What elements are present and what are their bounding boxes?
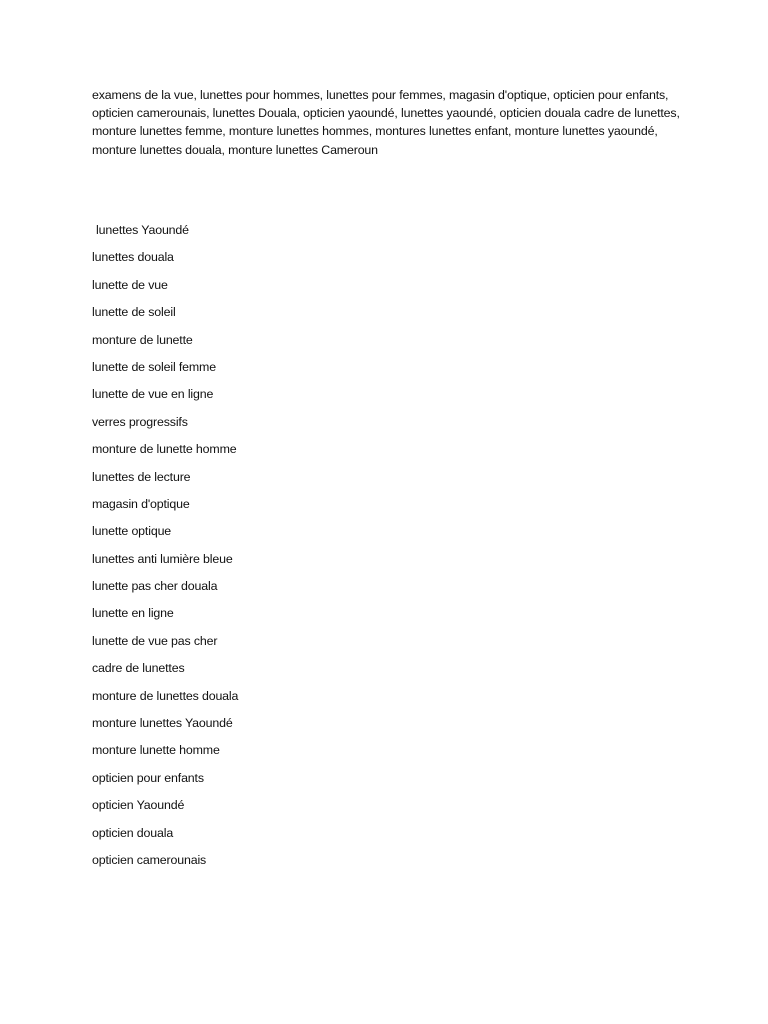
keyword-item: lunette de vue en ligne (92, 387, 214, 402)
keyword-item: lunette de soleil femme (92, 359, 216, 374)
keyword-item: monture lunette homme (92, 743, 220, 758)
keyword-item: lunettes anti lumière bleue (92, 551, 233, 566)
keyword-list (92, 222, 238, 879)
keyword-item: magasin d'optique (92, 496, 190, 511)
keyword-item: lunettes Yaoundé (96, 223, 189, 237)
keyword-item: lunette de soleil (92, 305, 176, 320)
keyword-item: lunette pas cher douala (92, 579, 218, 594)
keyword-item: opticien pour enfants (92, 770, 204, 785)
keyword-item: lunette en ligne (92, 606, 174, 621)
keyword-item: monture de lunette homme (92, 442, 237, 457)
keyword-item: monture de lunette (92, 332, 193, 347)
keyword-item: lunette de vue pas cher (92, 633, 218, 648)
keyword-item: monture de lunettes douala (92, 688, 239, 703)
keyword-item: lunettes de lecture (92, 469, 191, 484)
keyword-item: lunette de vue (92, 277, 168, 292)
keyword-item: opticien Yaoundé (92, 798, 185, 813)
keyword-item: opticien camerounais (92, 852, 207, 867)
intro-paragraph: examens de la vue, lunettes pour hommes, lunettes pour femmes, magasin d'optique, opticien pour enfants, opticien camerounais, lunettes Douala, opticien yaoundé, lunettes yaoundé, opticien douala cadre de lunettes, monture lunettes femme, monture lunettes hommes, montures lunettes enfant, monture lunettes yaoundé, monture lunettes douala, monture lunettes Cameroun (92, 88, 680, 157)
keyword-item: opticien douala (92, 825, 174, 840)
keyword-item: lunette optique (92, 524, 172, 539)
keyword-item: verres progressifs (92, 414, 188, 429)
keyword-item: cadre de lunettes (92, 661, 185, 676)
keyword-item: lunettes douala (92, 250, 174, 265)
keyword-item: monture lunettes Yaoundé (92, 716, 233, 731)
